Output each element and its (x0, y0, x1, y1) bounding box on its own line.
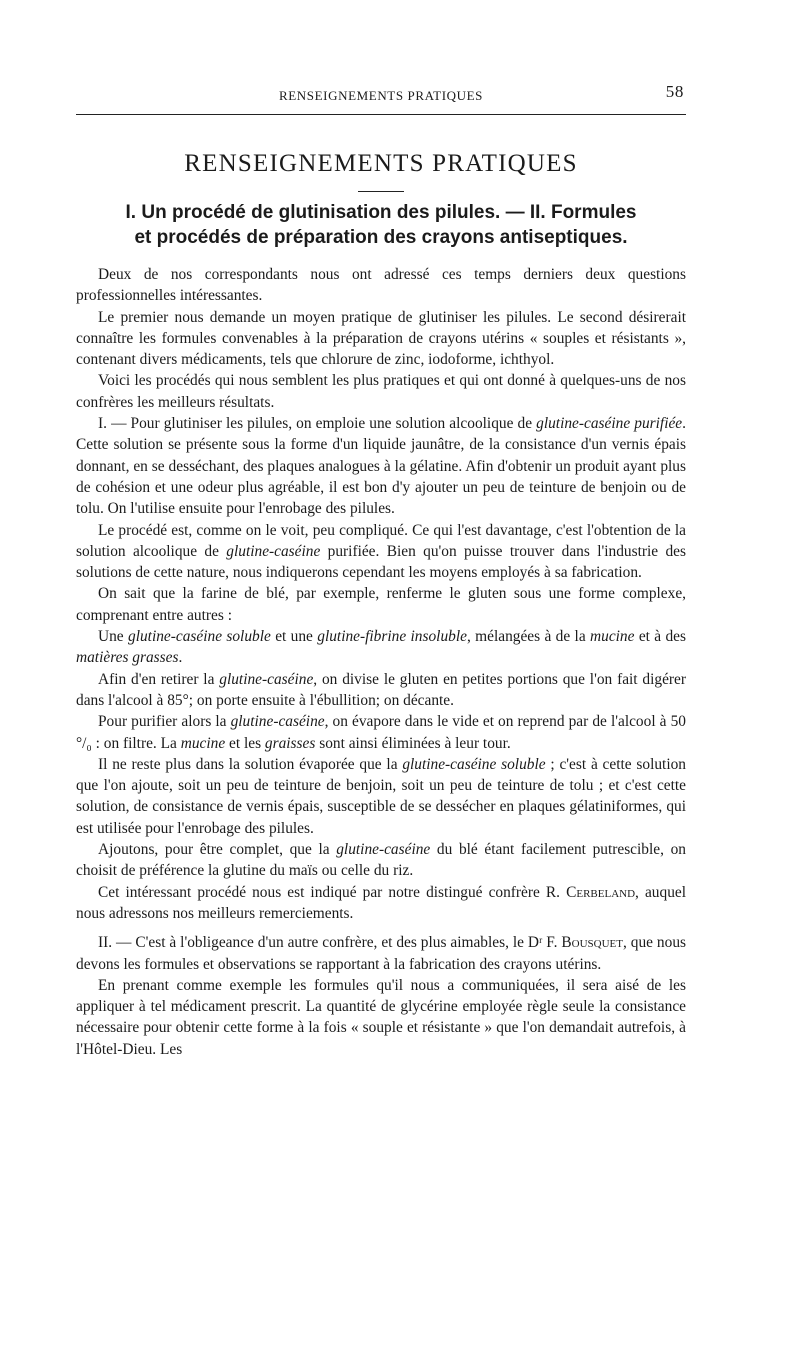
paragraph-13: II. — C'est à l'obligeance d'un autre confrère, et des plus aimables, le Dʳ F. Bousquet, que nous devons les formules et observations se rapportant à la fabrication des crayons utérins. (76, 934, 687, 973)
header-rule (76, 114, 686, 115)
running-title: RENSEIGNEMENTS PRATIQUES (279, 88, 483, 103)
subtitle-line-2: et procédés de préparation des crayons antiseptiques. (134, 227, 628, 248)
paragraph-1: Deux de nos correspondants nous ont adressé ces temps derniers deux questions professionnelles intéressantes. (76, 266, 686, 305)
article-title: RENSEIGNEMENTS PRATIQUES (184, 150, 578, 177)
article-subtitle (76, 200, 686, 250)
paragraph-9: Pour purifier alors la glutine-caséine, on évapore dans le vide et on reprend par de l'alcool à 50 °/₀ : on filtre. La mucine et les graisses sont ainsi éliminées à leur tour. (76, 713, 686, 752)
running-header (76, 82, 686, 110)
paragraph-5: Le procédé est, comme on le voit, peu compliqué. Ce qui l'est davantage, c'est l'obtention de la solution alcoolique de glutine-caséine purifiée. Bien qu'on puisse trouver dans l'industrie des solutions de cette nature, nous indiquerons cependant les moyens employés à sa fabrication. (76, 521, 686, 582)
paragraph-8: Afin d'en retirer la glutine-caséine, on divise le gluten en petites portions que l'on fait digérer dans l'alcool à 85°; on porte ensuite à l'ébullition; on décante. (76, 670, 686, 709)
paragraph-10: Il ne reste plus dans la solution évaporée que la glutine-caséine soluble ; c'est à cette solution que l'on ajoute, soit un peu de teinture de benjoin, soit un peu de teinture de tolu ; et c'est cette solution, de consistance de vernis épais, susceptible de se dessécher en plaques gélatiniformes, qui est utilisée pour l'enrobage des pilules. (76, 755, 686, 837)
paragraph-3: Voici les procédés qui nous semblent les plus pratiques et qui ont donné à quelques-uns de nos confrères les meilleurs résultats. (76, 372, 686, 411)
article-body (76, 264, 686, 1060)
paragraph-2: Le premier nous demande un moyen pratique de glutiniser les pilules. Le second désirerait connaître les formules convenables à la préparation de crayons utérins « souples et résistants », contenant divers médicaments, tels que chlorure de zinc, iodoforme, ichthyol. (76, 308, 686, 369)
paragraph-14: En prenant comme exemple les formules qu'il nous a communiquées, il sera aisé de les appliquer à tel médicament prescrit. La quantité de glycérine employée règle seule la consistance nécessaire pour obtenir cette forme à la fois « souple et résistante » que l'on demandait autrefois, à l'Hôtel-Dieu. Les (76, 976, 686, 1058)
paragraph-6: On sait que la farine de blé, par exemple, renferme le gluten sous une forme complexe, comprenant entre autres : (76, 585, 686, 624)
document-page (76, 0, 686, 1060)
paragraph-12: Cet intéressant procédé nous est indiqué par notre distingué confrère R. Cerbeland, auquel nous adressons nos meilleurs remerciements. (76, 883, 686, 922)
page-number: 58 (665, 82, 684, 101)
title-divider (358, 191, 404, 192)
paragraph-11: Ajoutons, pour être complet, que la glutine-caséine du blé étant facilement putrescible, on choisit de préférence la glutine du maïs ou celle du riz. (76, 841, 686, 880)
paragraph-7: Une glutine-caséine soluble et une glutine-fibrine insoluble, mélangées à de la mucine et à des matières grasses. (76, 628, 686, 667)
paragraph-4: I. — Pour glutiniser les pilules, on emploie une solution alcoolique de glutine-caséine purifiée. Cette solution se présente sous la forme d'un liquide jaunâtre, de la consistance d'un vernis épais donnant, en se desséchant, des plaques analogues à la gélatine. Afin d'obtenir un produit ayant plus de cohésion et une odeur plus agréable, il est bon d'y ajouter un peu de teinture de benjoin ou de tolu. On l'utilise ensuite pour l'enrobage des pilules. (76, 415, 686, 518)
subtitle-line-1: I. Un procédé de glutinisation des pilules. — II. Formules (125, 202, 637, 223)
